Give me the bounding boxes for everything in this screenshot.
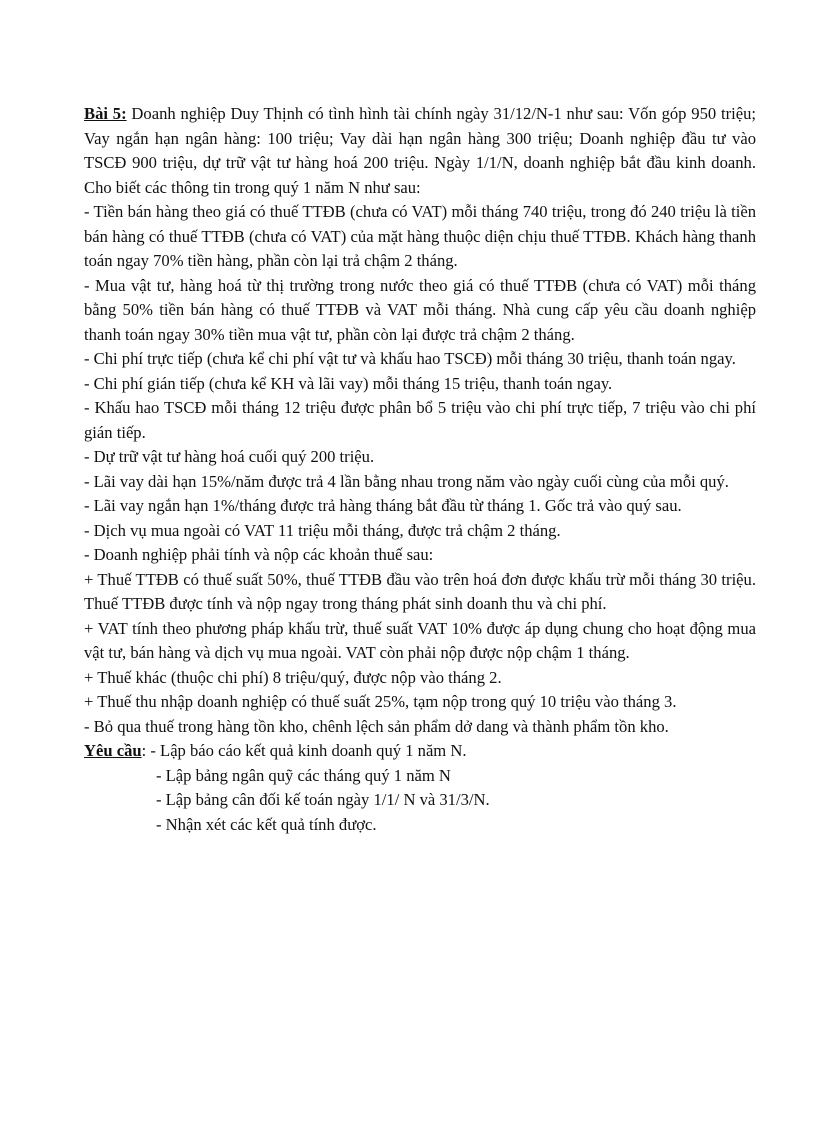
requirement-2: - Lập bảng ngân quỹ các tháng quý 1 năm N bbox=[156, 765, 451, 785]
item-other-tax: + Thuế khác (thuộc chi phí) 8 triệu/quý, được nộp vào tháng 2. bbox=[84, 667, 502, 687]
requirement-3: - Lập bảng cân đối kế toán ngày 1/1/ N và 31/3/N. bbox=[156, 790, 490, 809]
item-outsourced-services: - Dịch vụ mua ngoài có VAT 11 triệu mỗi tháng, được trả chậm 2 tháng. bbox=[84, 520, 561, 540]
item-sales-revenue: - Tiền bán hàng theo giá có thuế TTĐB (chưa có VAT) mỗi tháng 740 triệu, trong đó 240 triệu là tiền bán hàng có thuế TTĐB (chưa có VAT) của mặt hàng thuộc diện chịu thuế TTĐB. Khách hàng thanh toán ngay 70% tiền hàng, phần còn lại trả chậm 2 tháng. bbox=[84, 202, 756, 270]
requirement-1: : - Lập báo cáo kết quả kinh doanh quý 1 năm N. bbox=[141, 741, 467, 760]
item-direct-cost: - Chi phí trực tiếp (chưa kể chi phí vật tư và khấu hao TSCĐ) mỗi tháng 30 triệu, thanh toán ngay. bbox=[84, 349, 736, 368]
item-special-consumption-tax: + Thuế TTĐB có thuế suất 50%, thuế TTĐB đầu vào trên hoá đơn được khấu trừ mỗi tháng 30 triệu. Thuế TTĐB được tính và nộp ngay trong tháng phát sinh doanh thu và chi phí. bbox=[84, 569, 756, 613]
document-page bbox=[84, 102, 756, 837]
item-inventory: - Dự trữ vật tư hàng hoá cuối quý 200 triệu. bbox=[84, 447, 375, 466]
requirements-first bbox=[84, 739, 756, 764]
item-corporate-income-tax: + Thuế thu nhập doanh nghiệp có thuế suất 25%, tạm nộp trong quý 10 triệu vào tháng 3. bbox=[84, 692, 677, 711]
item-vat: + VAT tính theo phương pháp khấu trừ, thuế suất VAT 10% được áp dụng chung cho hoạt động mua vật tư, bán hàng và dịch vụ mua ngoài. VAT còn phải nộp được nộp chậm 1 tháng. bbox=[84, 618, 756, 662]
item-long-term-interest: - Lãi vay dài hạn 15%/năm được trả 4 lần bằng nhau trong năm vào ngày cuối cùng của mỗi quý. bbox=[84, 471, 729, 491]
item-depreciation: - Khấu hao TSCĐ mỗi tháng 12 triệu được phân bổ 5 triệu vào chi phí trực tiếp, 7 triệu vào chi phí gián tiếp. bbox=[84, 398, 756, 442]
item-material-purchase: - Mua vật tư, hàng hoá từ thị trường trong nước theo giá có thuế TTĐB (chưa có VAT) mỗi tháng bằng 50% tiền bán hàng có thuế TTĐB và VAT mỗi tháng. Nhà cung cấp yêu cầu doanh nghiệp thanh toán ngay 30% tiền mua vật tư, phần còn lại được trả chậm 2 tháng. bbox=[84, 275, 756, 344]
item-ignore-note: - Bỏ qua thuế trong hàng tồn kho, chênh lệch sản phẩm dở dang và thành phẩm tồn kho. bbox=[84, 716, 669, 736]
item-short-term-interest: - Lãi vay ngắn hạn 1%/tháng được trả hàng tháng bắt đầu từ tháng 1. Gốc trả vào quý sau. bbox=[84, 496, 682, 515]
exercise-number: Bài 5: bbox=[84, 104, 127, 123]
intro-paragraph bbox=[84, 102, 756, 200]
requirements-label: Yêu cầu bbox=[84, 741, 142, 760]
item-indirect-cost: - Chi phí gián tiếp (chưa kể KH và lãi vay) mỗi tháng 15 triệu, thanh toán ngay. bbox=[84, 373, 613, 393]
requirement-4: - Nhận xét các kết quả tính được. bbox=[156, 814, 377, 834]
intro-text: Doanh nghiệp Duy Thịnh có tình hình tài chính ngày 31/12/N-1 như sau: Vốn góp 950 triệu; Vay ngắn hạn ngân hàng: 100 triệu; Vay dài hạn ngân hàng 300 triệu; Doanh nghiệp đầu tư vào TSCĐ 900 triệu, dự trữ vật tư hàng hoá 200 triệu. Ngày 1/1/N, doanh nghiệp bắt đầu kinh doanh. Cho biết các thông tin trong quý 1 năm N như sau: bbox=[84, 104, 756, 197]
item-taxes-heading: - Doanh nghiệp phải tính và nộp các khoản thuế sau: bbox=[84, 545, 434, 564]
